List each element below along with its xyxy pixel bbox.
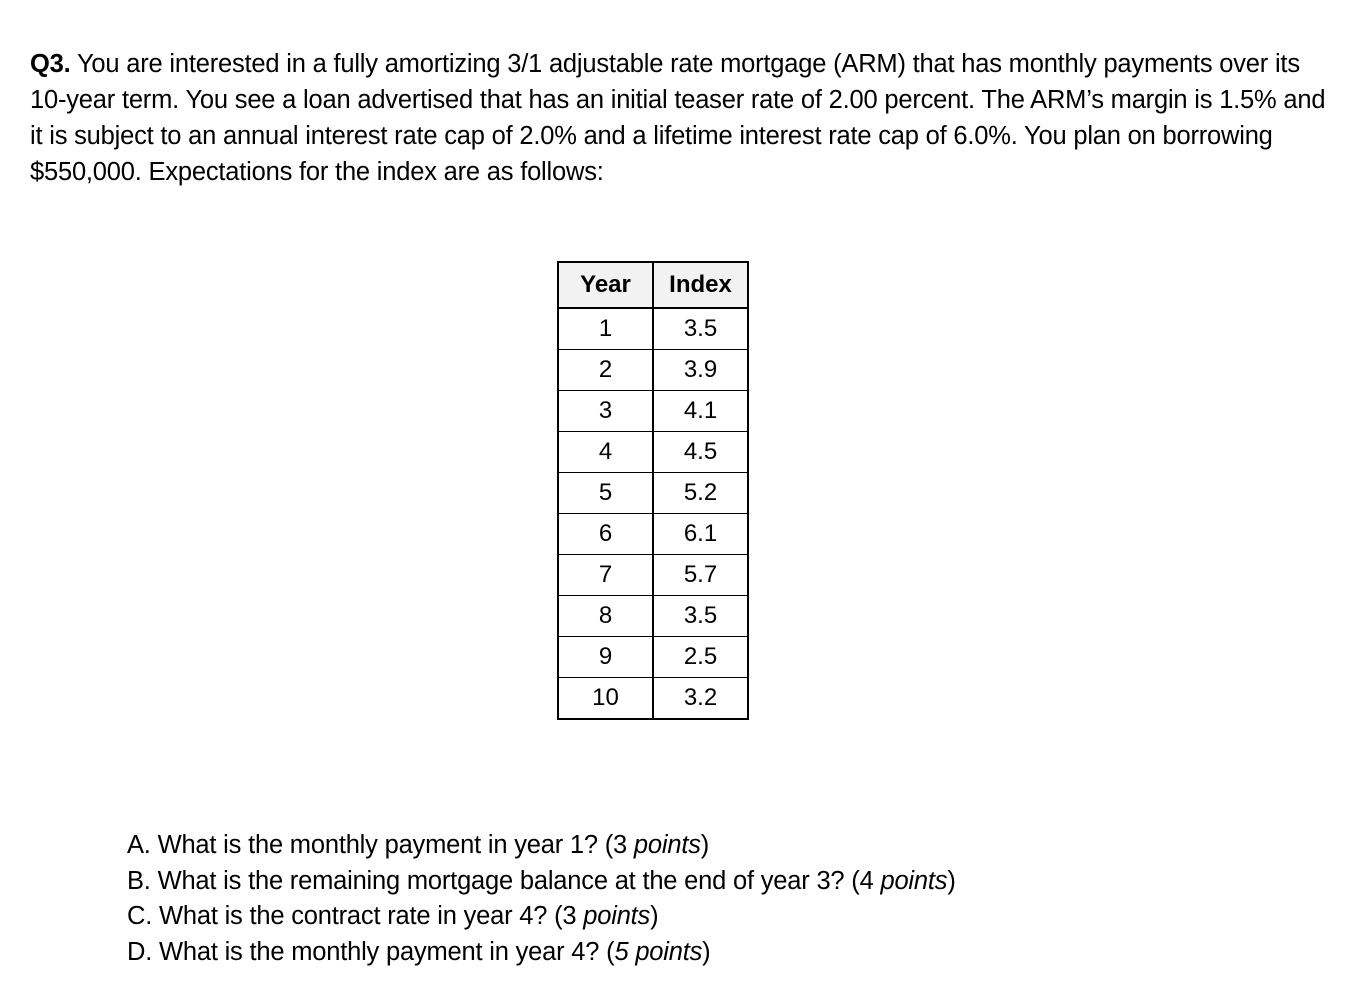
table-row bbox=[558, 637, 748, 678]
table-row bbox=[558, 350, 748, 391]
sub-questions-list bbox=[127, 828, 956, 970]
table-row bbox=[558, 514, 748, 555]
year-cell: 9 bbox=[558, 637, 653, 678]
sub-question-c-text: C. What is the contract rate in year 4? (3 bbox=[127, 902, 584, 930]
index-cell: 3.9 bbox=[653, 350, 748, 391]
year-cell: 8 bbox=[558, 596, 653, 637]
index-table-container bbox=[557, 261, 749, 720]
sub-question-a-points: points bbox=[633, 831, 701, 859]
index-cell: 5.2 bbox=[653, 473, 748, 514]
year-cell: 5 bbox=[558, 473, 653, 514]
table-row bbox=[558, 308, 748, 350]
year-cell: 3 bbox=[558, 391, 653, 432]
sub-question-b-text: B. What is the remaining mortgage balance at the end of year 3? (4 bbox=[127, 866, 881, 895]
question-body: You are interested in a fully amortizing 3/1 adjustable rate mortgage (ARM) that has monthly payments over its 10-year term. You see a loan advertised that has an initial teaser rate of 2.00 percent. The ARM’s margin is 1.5% and it is subject to an annual interest rate cap of 2.0% and a lifetime interest rate cap of 6.0%. You plan on borrowing $550,000. Expectations for the index are as follows: bbox=[30, 50, 1326, 186]
year-cell: 10 bbox=[558, 678, 653, 720]
table-row bbox=[558, 391, 748, 432]
sub-question-d-points: 5 points bbox=[614, 937, 703, 966]
sub-question-a bbox=[127, 828, 956, 864]
year-cell: 6 bbox=[558, 514, 653, 555]
year-cell: 7 bbox=[558, 555, 653, 596]
table-row bbox=[558, 678, 748, 720]
index-cell: 3.5 bbox=[653, 596, 748, 637]
sub-question-d-text: D. What is the monthly payment in year 4? ( bbox=[127, 937, 615, 966]
index-cell: 3.5 bbox=[653, 308, 748, 350]
sub-question-c bbox=[127, 899, 956, 935]
sub-question-b-points: points bbox=[880, 866, 948, 895]
index-cell: 5.7 bbox=[653, 555, 748, 596]
table-row bbox=[558, 473, 748, 514]
sub-question-a-close: ) bbox=[700, 831, 710, 859]
sub-question-c-points: points bbox=[583, 902, 651, 930]
table-header-row bbox=[558, 262, 748, 308]
index-cell: 4.1 bbox=[653, 391, 748, 432]
index-table bbox=[557, 261, 749, 720]
sub-question-b bbox=[127, 864, 956, 900]
year-cell: 1 bbox=[558, 308, 653, 350]
sub-question-d-close: ) bbox=[702, 937, 711, 966]
index-column-header: Index bbox=[653, 262, 748, 308]
sub-question-c-close: ) bbox=[650, 902, 659, 930]
sub-question-b-close: ) bbox=[947, 866, 956, 895]
question-number: Q3. bbox=[30, 50, 71, 78]
table-row bbox=[558, 555, 748, 596]
year-cell: 2 bbox=[558, 350, 653, 391]
index-cell: 2.5 bbox=[653, 637, 748, 678]
index-cell: 6.1 bbox=[653, 514, 748, 555]
index-cell: 4.5 bbox=[653, 432, 748, 473]
index-cell: 3.2 bbox=[653, 678, 748, 720]
table-row bbox=[558, 432, 748, 473]
sub-question-a-text: A. What is the monthly payment in year 1? (3 bbox=[127, 831, 634, 859]
sub-question-d bbox=[127, 935, 956, 971]
table-row bbox=[558, 596, 748, 637]
question-text bbox=[30, 46, 1330, 190]
year-column-header: Year bbox=[558, 262, 653, 308]
year-cell: 4 bbox=[558, 432, 653, 473]
